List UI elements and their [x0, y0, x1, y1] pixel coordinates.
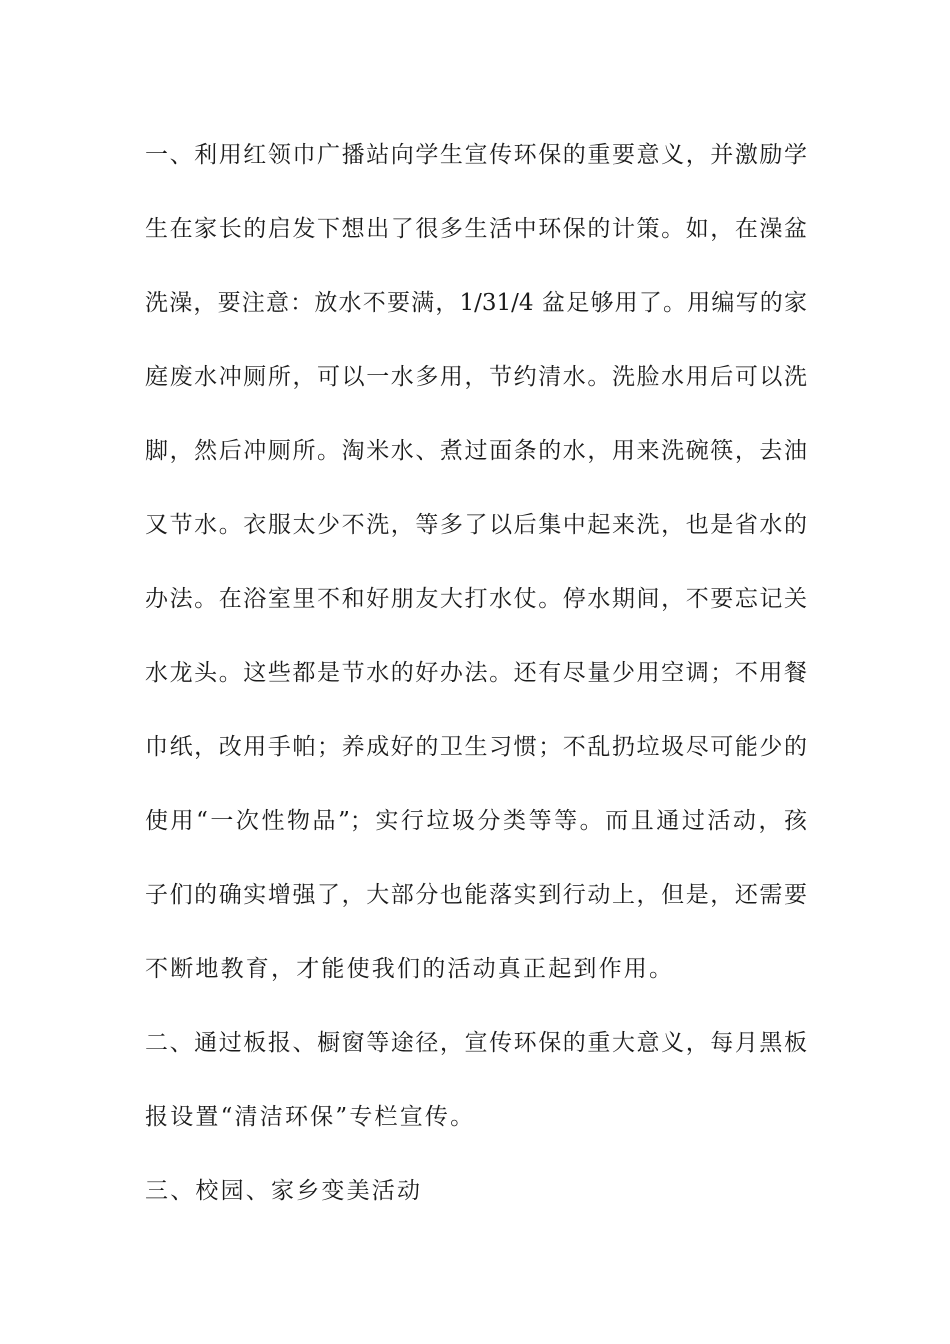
paragraph-1-line-12: 不断地教育，才能使我们的活动真正起到作用。: [145, 956, 675, 982]
document-body: [145, 130, 807, 1240]
paragraph-1-line-5: 脚，然后冲厕所。淘米水、煮过面条的水，用来洗碗筷，去油: [145, 438, 807, 464]
paragraph-3-line-1: 三、校园、家乡变美活动: [145, 1178, 423, 1204]
paragraph-1-line-8: 水龙头。这些都是节水的好办法。还有尽量少用空调；不用餐: [145, 660, 807, 686]
paragraph-2-line-1: 二、通过板报、橱窗等途径，宣传环保的重大意义，每月黑板: [145, 1030, 807, 1056]
paragraph-1-line-11: 子们的确实增强了，大部分也能落实到行动上，但是，还需要: [145, 882, 807, 908]
paragraph-1-line-2: 生在家长的启发下想出了很多生活中环保的计策。如，在澡盆: [145, 216, 807, 242]
paragraph-1-line-7: 办法。在浴室里不和好朋友大打水仗。停水期间，不要忘记关: [145, 586, 807, 612]
paragraph-1-line-10: 使用“一次性物品”；实行垃圾分类等等。而且通过活动，孩: [145, 808, 807, 834]
paragraph-1-line-3: 洗澡，要注意：放水不要满，1/31/4 盆足够用了。用编写的家: [145, 290, 807, 316]
paragraph-1-line-4: 庭废水冲厕所，可以一水多用，节约清水。洗脸水用后可以洗: [145, 364, 807, 390]
paragraph-2-line-2: 报设置“清洁环保”专栏宣传。: [145, 1104, 476, 1130]
paragraph-1-line-9: 巾纸，改用手帕；养成好的卫生习惯；不乱扔垃圾尽可能少的: [145, 734, 807, 760]
paragraph-1-line-1: 一、利用红领巾广播站向学生宣传环保的重要意义，并激励学: [145, 142, 807, 168]
paragraph-1-line-6: 又节水。衣服太少不洗，等多了以后集中起来洗，也是省水的: [145, 512, 807, 538]
